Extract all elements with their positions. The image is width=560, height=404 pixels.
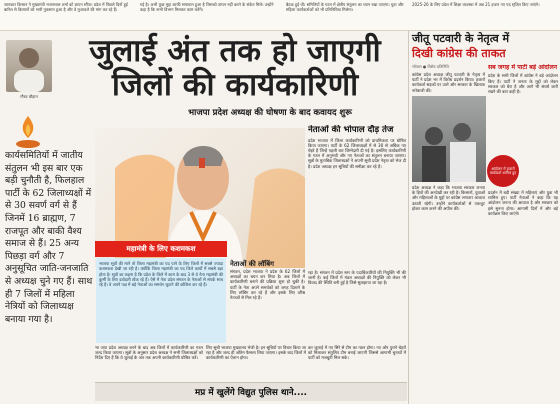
footer-teaser[interactable] — [95, 382, 407, 401]
right-headline-line-1: जीतू पटवारी के नेतृत्व में — [412, 32, 510, 45]
strip-column-3: बैठक हुई थी। समितियों के गठन में क्षेत्रीय संतुलन का ध्यान रखा जाएगा। युवा और महिला कार्यकर्ताओं को भी प्रतिनिधित्व मिलेगा। — [286, 2, 404, 13]
author-photo — [6, 40, 52, 92]
subheadline: भाजपा प्रदेश अध्यक्ष की घोषणा के बाद कवायद शुरू — [188, 108, 352, 118]
sidebar-box-text: भाजपा सूत्रों की माने तो जिला महामंत्री का पद पाने के लिए जिलों में सबसे ज्यादा कशमकश देखी जा रही है। क्योंकि जिला महामंत्री का पद जिले कार्यों में सबसे बड़ा होता है। सूत्रों का कहना है कि प्रदेश के जिले में काम के बाद 3 से 4 नेता महामंत्री की कुर्सी के लिए दावेदारी ठोक रहे हैं। ऐसे में नेता प्रदेश संगठन के नेताओं से संपर्क साध रहे हैं। वे अपने पक्ष में बड़े नेताओं का समर्थन जुटाने की कोशिश कर रहे हैं। — [99, 261, 223, 287]
right-column-3: प्रदेश अध्यक्ष ने कहा कि भाजपा सरकार जनता के हितों की अनदेखी कर रही है। किसानों, युवाओं और महिलाओं के मुद्दों पर कांग्रेस लगातार आवाज उठाती रहेगी। उन्होंने कार्यकर्ताओं से एकजुट होकर काम करने की अपील की। — [412, 185, 485, 211]
bottom-column-1: भा जपा प्रदेश अध्यक्ष बनने के बाद अब जिलों में कार्यकारिणी का गठन जल्द किया जाएगा। सूत्रों के अनुसार प्रदेश अध्यक्ष ने सभी जिलाध्यक्षों को निर्देश दिए हैं कि वे जुलाई के अंत तक अपनी कार्यकारिणी घोषित करें। — [95, 345, 203, 361]
right-headline — [412, 32, 557, 60]
middle-text-continued: रहा है। संगठन में प्रदेश स्तर के पदाधिकारियों की नियुक्ति भी की जानी है। कई जिलों में मंडल अध्यक्षों की नियुक्ति को लेकर भी विवाद की स्थिति बनी हुई है जिसे सुलझाया जा रहा है। — [308, 270, 406, 286]
photo-caption-bar: महामंत्री के लिए कशमकश — [95, 241, 227, 257]
footer-teaser-text: मप्र में खुलेंगे विद्युत पुलिस थाने.... — [194, 388, 307, 398]
right-column-1 — [412, 64, 485, 93]
right-column-1-text: कांग्रेस प्रदेश अध्यक्ष जीतू पटवारी के नेतृत्व में पार्टी ने प्रदेश भर में विरोध प्रदर्शन किया। हजारों कार्यकर्ता सड़कों पर उतरे और सरकार के खिलाफ नारेबाजी की। — [412, 72, 485, 93]
right-column-2-heading: सब जगह में पार्टी बड़े आंदोलन — [488, 64, 558, 71]
quote-badge: आंदोलन में हजारों कार्यकर्ता शामिल हुए — [487, 155, 519, 187]
column-divider — [408, 30, 409, 404]
main-headline — [60, 34, 410, 102]
right-byline: भोपाल ● विशेष प्रतिनिधि — [412, 64, 449, 69]
right-headline-line-2: दिखी कांग्रेस की ताकत — [412, 46, 506, 60]
strip-column-1: जानकार किसान ने मुख्यमंत्री भजनलाल शर्मा को ज्ञापन सौंपा। प्रदेश में पिछले दिनों हुई बारिश से किसानों को भारी नुकसान हुआ है और वे मुआवजे की मांग कर रहे हैं। — [4, 2, 128, 13]
bottom-column-2: लिए सूची भाजपा मुख्यालय भेजी है। इन सूचियों पर विचार किया जा रहा है और जल्द ही अंतिम फैसला लिया जाएगा। इसके बाद जिलों में कार्यकारिणी का ऐलान होगा। — [206, 345, 306, 361]
sidebar-box — [96, 258, 226, 343]
left-column-text: कार्यसमितियों में जातीय संतुलन भी इस बार एक बड़ी चुनौती है, फिलहाल पार्टी के 62 जिलाध्यक्षों में से 30 सवर्ण वर्ग से हैं जिनमें 16 ब्राह्मण, 7 राजपूत और बाकी वैश्य समाज से हैं। 25 अन्य पिछड़ा वर्ग और 7 अनुसूचित जाति-जनजाति से अध्यक्ष चुने गए हैं। साथ ही 7 जिलों में महिला नेत्रियों को जिलाध्यक्ष बनाया गया है। — [5, 150, 93, 325]
lobbying-text: संगठन, प्रदेश भाजपा ने प्रदेश के 62 जिलों में अध्यक्षों का चयन कर लिया है। अब जिलों में कार्यकारिणी बनाने की प्रक्रिया शुरू हो चुकी है। पार्टी के नेता अपने समर्थकों को जगह दिलाने के लिए लॉबिंग कर रहे हैं और इसके लिए वरिष्ठ नेताओं से मिल रहे हैं। — [230, 269, 305, 301]
middle-heading: नेताओं की भोपाल दौड़ तेज — [308, 125, 394, 135]
author-name: गौरव चौहान — [20, 94, 38, 99]
strip-column-4: 2025-26 के लिए प्रदेश में शिक्षा व्यवस्था में अब 21 हजार नए पद सृजित किए जाएंगे। — [412, 2, 540, 7]
right-column-2-text: प्रदेश के सभी जिलों में कांग्रेस ने बड़े आंदोलन किए हैं। पार्टी ने जनता के मुद्दों को लेकर सरकार को घेरा है और आगे भी संघर्ष जारी रखने की बात कही है। — [488, 73, 558, 95]
lobbying-heading: नेताओं की लॉबिंग — [230, 260, 274, 268]
headline-line-1: जुलाई अंत तक हो जाएगी — [89, 33, 381, 69]
top-news-strip — [0, 0, 560, 31]
strip-column-2: गई है। अभी कुछ मुद्दा काफी समाधान हुआ है जिसको ज्ञापन नहीं करने के संकेत मिले। उन्होंने कहा है कि सभी विभाग मिलकर काम करेंगे। — [140, 2, 274, 13]
right-column-4: प्रदर्शन में बड़ी संख्या में महिलाएं और युवा भी शामिल हुए। पार्टी नेताओं ने कहा कि यह आंदोलन जनता की आवाज है और सरकार को इसे सुनना होगा। आगामी दिनों में और बड़े कार्यक्रम किए जाएंगे। — [488, 190, 558, 216]
author-block — [6, 40, 52, 110]
diya-lamp-icon — [8, 112, 48, 152]
bottom-column-3: कर जुलाई में नए सिरे से टीम का गठन होगा। नए और पुराने चेहरों को मिलाकर संतुलित टीम बनाई जाएगी जिससे आगामी चुनावों में पार्टी को मजबूती मिल सके। — [308, 345, 406, 361]
middle-text: प्रदेश भाजपा में जिला कार्यकारिणी को प्राथमिकता पर घोषित किया जाएगा। पार्टी के 62 जिलाध्यक्षों में से 30 से अधिक नए चेहरे हैं जिन्हें पहली बार जिम्मेदारी दी गई है। इसलिए कार्यकारिणी के गठन में अनुभवी और नए नेताओं का संतुलन बनाया जाएगा। सूत्रों के मुताबिक जिलाध्यक्षों ने अपनी सूची प्रदेश नेतृत्व को भेज दी है। प्रदेश अध्यक्ष इन सूचियों की समीक्षा कर रहे हैं। — [308, 137, 406, 169]
headline-line-2: जिलों की कार्यकारिणी — [111, 67, 359, 103]
right-column-2 — [488, 64, 558, 94]
left-column — [5, 150, 93, 326]
middle-column — [308, 125, 406, 169]
protest-photo — [412, 96, 486, 182]
